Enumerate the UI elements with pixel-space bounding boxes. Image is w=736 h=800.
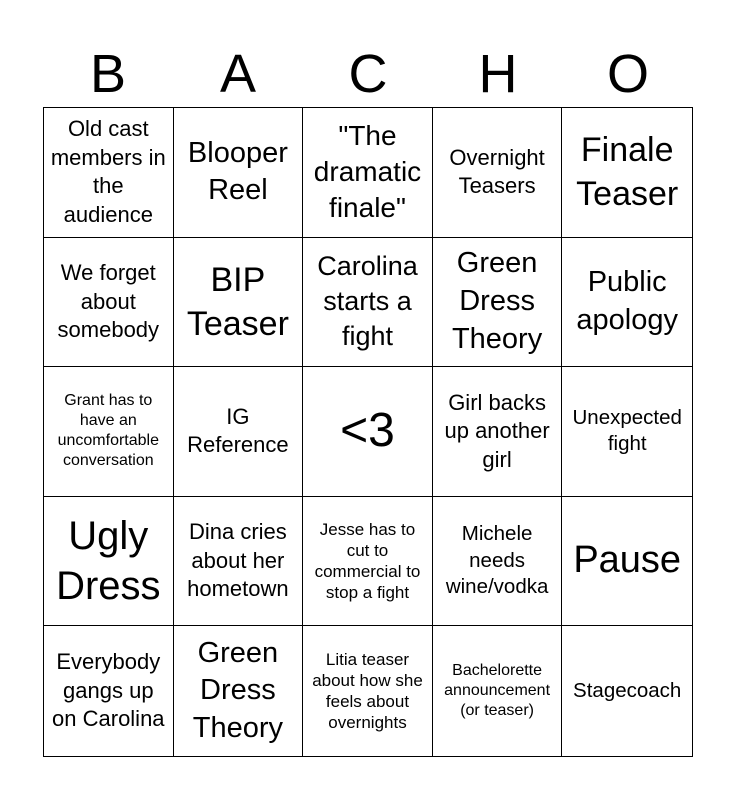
header-letter-o: O [606, 44, 649, 104]
bingo-cell[interactable] [44, 238, 174, 368]
bingo-cell[interactable] [433, 626, 563, 756]
bingo-cell[interactable] [433, 108, 563, 238]
cell-text: Carolina starts a fight [317, 251, 418, 352]
header-letter-h: H [478, 44, 518, 104]
bingo-cell[interactable] [44, 497, 174, 627]
bingo-cell[interactable] [433, 497, 563, 627]
bingo-cell[interactable] [44, 367, 174, 497]
cell-text: Girl backs up another girl [444, 389, 550, 472]
cell-text: Dina cries about her hometown [187, 519, 289, 602]
cell-text: Public apology [576, 266, 678, 336]
bingo-cell[interactable] [174, 108, 304, 238]
bingo-header [43, 42, 693, 106]
header-letter-a: A [219, 44, 257, 104]
header-letter-b: B [89, 44, 127, 104]
cell-text: Green Dress Theory [192, 636, 284, 745]
bingo-cell[interactable] [174, 626, 304, 756]
bingo-cell[interactable] [433, 367, 563, 497]
cell-text: Finale Teaser [576, 131, 679, 214]
bingo-cell[interactable] [433, 238, 563, 368]
cell-text: IG Reference [187, 403, 289, 458]
bingo-cell[interactable] [562, 626, 692, 756]
cell-text: Green Dress Theory [451, 247, 543, 355]
cell-text: BIP Teaser [186, 260, 289, 343]
cell-text: Litia teaser about how she feels about overnights [312, 649, 423, 733]
cell-text: We forget about somebody [57, 260, 160, 343]
cell-text: Old cast members in the audience [50, 116, 166, 227]
cell-text: Bachelorette announcement (or teaser) [444, 662, 551, 720]
cell-text: Blooper Reel [187, 136, 288, 207]
bingo-cell[interactable] [562, 497, 692, 627]
cell-text: Unexpected fight [572, 405, 682, 456]
cell-text: Stagecoach [573, 678, 682, 702]
bingo-cell[interactable] [44, 626, 174, 756]
bingo-cell[interactable] [174, 367, 304, 497]
bingo-cell[interactable] [562, 238, 692, 368]
bingo-board [43, 107, 693, 757]
cell-text: Michele needs wine/vodka [445, 522, 549, 599]
bingo-cell[interactable] [174, 497, 304, 627]
cell-text: <3 [340, 404, 395, 458]
bingo-cell[interactable] [562, 367, 692, 497]
cell-text: Jesse has to cut to commercial to stop a fight [314, 519, 421, 603]
bingo-cell[interactable] [303, 108, 433, 238]
cell-text: "The dramatic finale" [313, 119, 422, 224]
cell-text: Overnight Teasers [449, 144, 545, 199]
header-letter-c: C [348, 44, 388, 104]
cell-text: Everybody gangs up on Carolina [52, 649, 165, 732]
bingo-cell[interactable] [562, 108, 692, 238]
bingo-cell[interactable] [174, 238, 304, 368]
cell-text: Ugly Dress [56, 514, 161, 609]
free-space[interactable] [303, 367, 433, 497]
bingo-cell[interactable] [303, 497, 433, 627]
cell-text: Pause [573, 539, 682, 582]
bingo-cell[interactable] [44, 108, 174, 238]
bingo-cell[interactable] [303, 626, 433, 756]
bingo-cell[interactable] [303, 238, 433, 368]
cell-text: Grant has to have an uncomfortable conversation [57, 392, 159, 470]
